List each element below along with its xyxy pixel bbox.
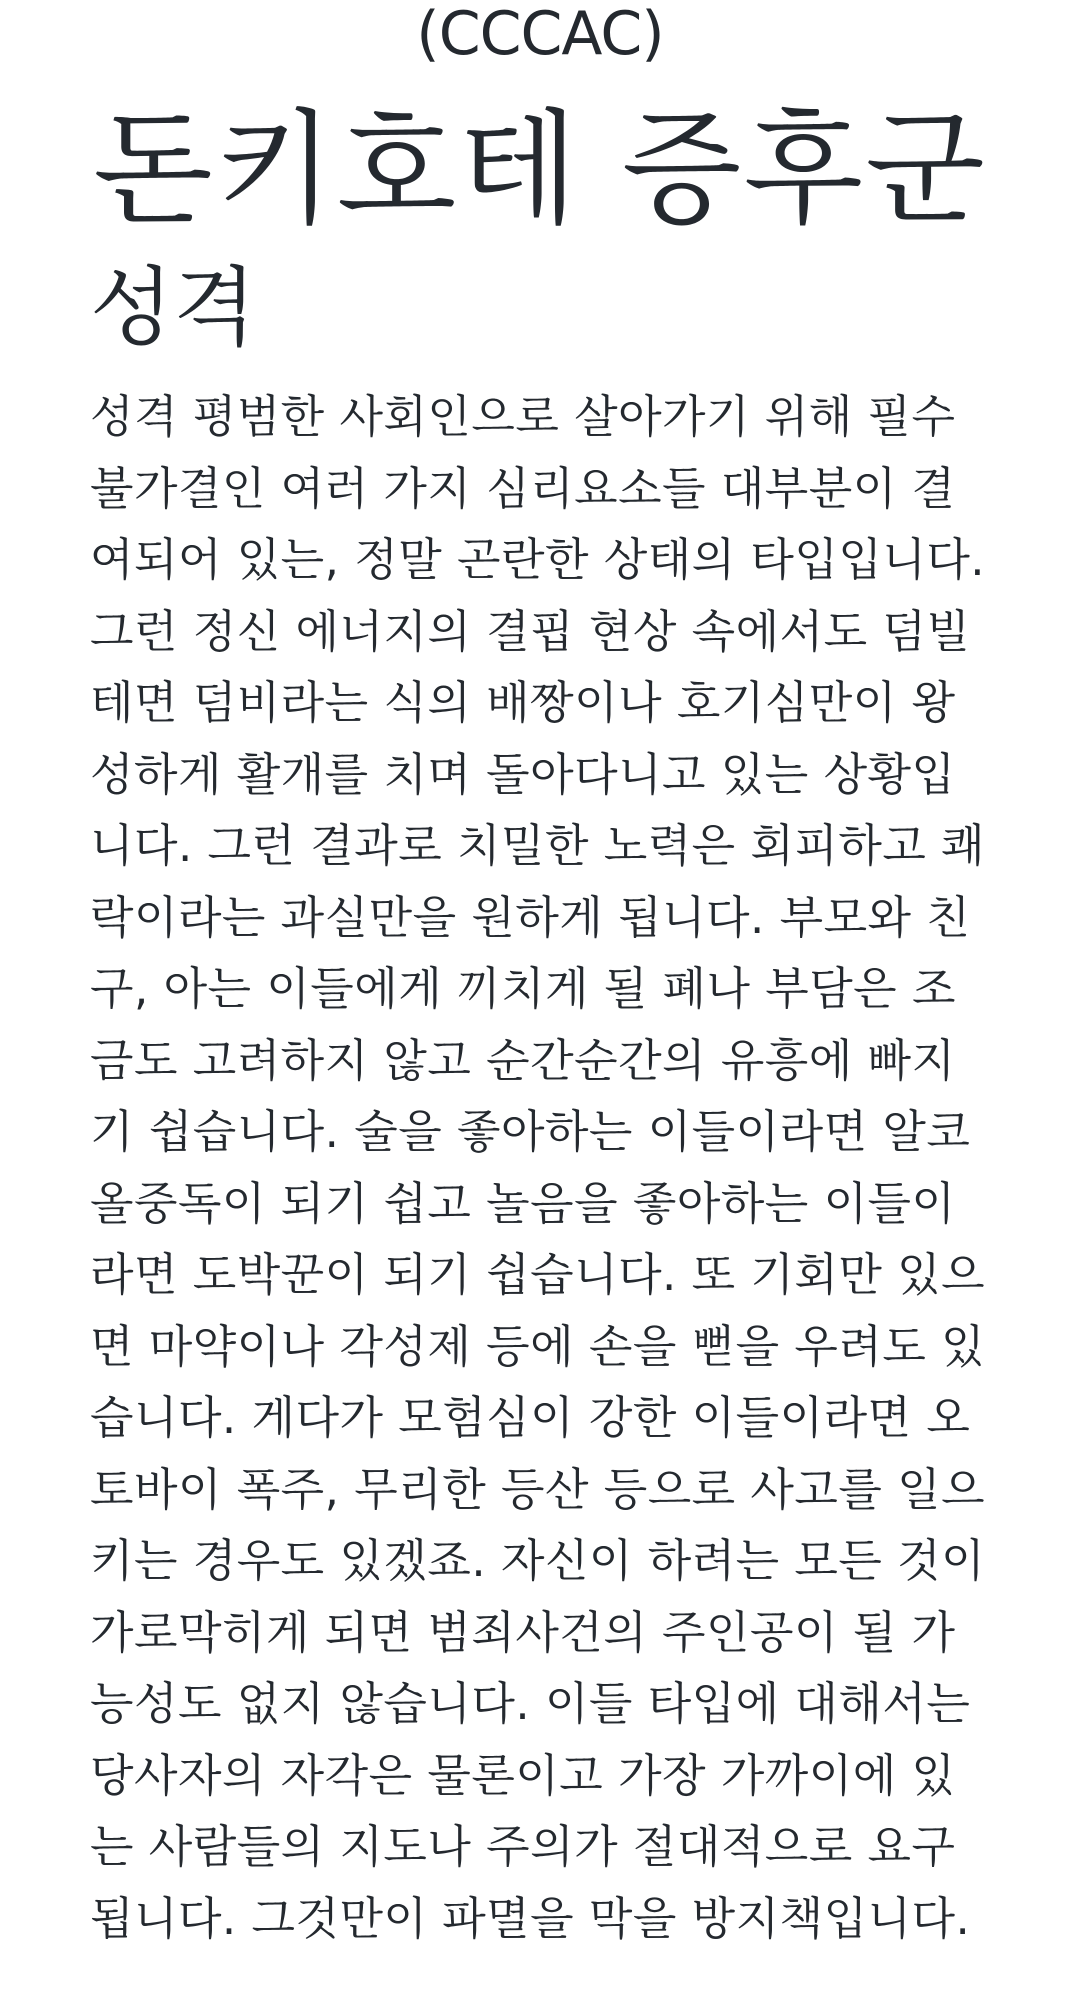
section-body-text: 성격 평범한 사회인으로 살아가기 위해 필수불가결인 여러 가지 심리요소들 대부분이 결여되어 있는, 정말 곤란한 상태의 타입입니다. 그런 정신 에너지의 결핍 현상 속에서도 덤빌테면 덤비라는 식의 배짱이나 호기심만이 왕성하게 활개를 치며 돌아다니고 있는 상황입니다. 그런 결과로 치밀한 노력은 회피하고 쾌락이라는 과실만을 원하게 됩니다. 부모와 친구, 아는 이들에게 끼치게 될 폐나 부담은 조금도 고려하지 않고 순간순간의 유흥에 빠지기 쉽습니다. 술을 좋아하는 이들이라면 알코올중독이 되기 쉽고 놀음을 좋아하는 이들이라면 도박꾼이 되기 쉽습니다. 또 기회만 있으면 마약이나 각성제 등에 손을 뻗을 우려도 있습니다. 게다가 모험심이 강한 이들이라면 오토바이 폭주, 무리한 등산 등으로 사고를 일으키는 경우도 있겠죠. 자신이 하려는 모든 것이 가로막히게 되면 범죄사건의 주인공이 될 가능성도 없지 않습니다. 이들 타입에 대해서는 당사자의 자각은 물론이고 가장 가까이에 있는 사람들의 지도나 주의가 절대적으로 요구됩니다. 그것만이 파멸을 막을 방지책입니다.: [90, 390, 986, 1945]
type-code: (CCCAC): [416, 0, 664, 69]
section-heading: 성격: [90, 258, 257, 358]
page-title: 돈키호테 증후군: [93, 98, 987, 242]
